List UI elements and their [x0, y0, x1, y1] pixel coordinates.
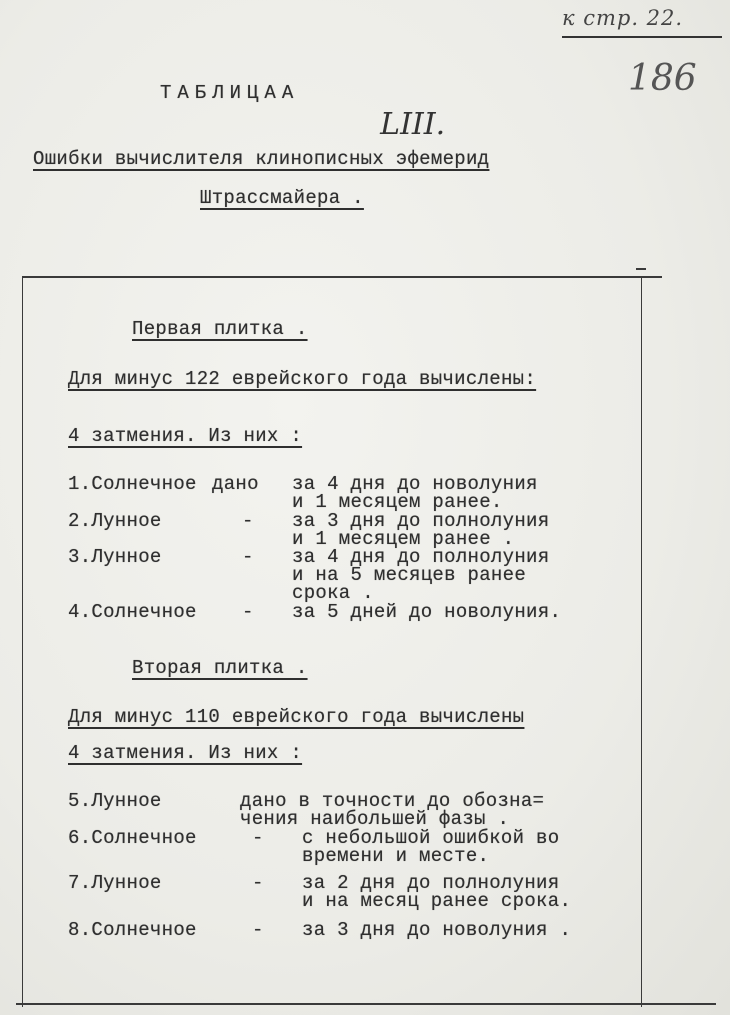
reference-underline [562, 36, 722, 38]
entry-6-line1: с небольшой ошибкой во [302, 827, 560, 849]
entry-1-line1: за 4 дня до новолуния [292, 473, 538, 495]
entry-7-name: 7.Лунное [68, 872, 162, 894]
section2-count: 4 затмения. Из них : [68, 742, 303, 764]
page-reference: к стр. 22. [562, 6, 684, 30]
entry-4-name: 4.Солнечное [68, 601, 197, 623]
entry-3-marker: - [242, 546, 254, 568]
entry-7-line2: и на месяц ранее срока. [302, 890, 572, 912]
entry-4-marker: - [242, 601, 254, 623]
entry-3-line2: и на 5 месяцев ранее [292, 564, 527, 586]
entry-2-line2: и 1 месяцем ранее . [292, 528, 515, 550]
entry-8-marker: - [252, 919, 264, 941]
entry-8-name: 8.Солнечное [68, 919, 197, 941]
entry-4-line1: за 5 дней до новолуния. [292, 601, 562, 623]
entry-8-line1: за 3 дня до новолуния . [302, 919, 572, 941]
entry-1-line2: и 1 месяцем ранее. [292, 491, 503, 513]
entry-5-line2: чения наибольшей фазы . [240, 808, 510, 830]
section2-heading: Вторая плитка . [132, 657, 308, 679]
entry-6-name: 6.Солнечное [68, 827, 197, 849]
entry-2-line1: за 3 дня до полнолуния [292, 510, 550, 532]
frame-top-line [22, 276, 662, 278]
entry-7-line1: за 2 дня до полнолуния [302, 872, 560, 894]
page-number: 186 [628, 58, 697, 99]
section1-intro: Для минус 122 еврейского года вычислены: [68, 368, 537, 390]
table-number-dot: . [435, 107, 446, 142]
frame-bottom-line [16, 1003, 716, 1005]
entry-3-name: 3.Лунное [68, 546, 162, 568]
entry-7-marker: - [252, 872, 264, 894]
subtitle-line-2: Штрассмайера . [200, 187, 364, 209]
entry-1-name: 1.Солнечное [68, 473, 197, 495]
entry-5-line1: дано в точности до обозна= [240, 790, 545, 812]
section1-heading: Первая плитка . [132, 318, 308, 340]
entry-6-line2: времени и месте. [302, 845, 490, 867]
entry-3-line3: срока . [292, 582, 374, 604]
section2-intro: Для минус 110 еврейского года вычислены [68, 706, 525, 728]
frame-corner-mark [636, 268, 646, 270]
section1-count: 4 затмения. Из них : [68, 425, 303, 447]
subtitle-line-1: Ошибки вычислителя клинописных эфемерид [33, 148, 490, 170]
table-title: ТАБЛИЦАА [160, 82, 300, 104]
table-number-value: LIII [380, 107, 436, 142]
entry-6-marker: - [252, 827, 264, 849]
entry-3-line1: за 4 дня до полнолуния [292, 546, 550, 568]
entry-5-name: 5.Лунное [68, 790, 162, 812]
entry-2-marker: - [242, 510, 254, 532]
entry-2-name: 2.Лунное [68, 510, 162, 532]
entry-1-marker: дано [212, 473, 259, 495]
